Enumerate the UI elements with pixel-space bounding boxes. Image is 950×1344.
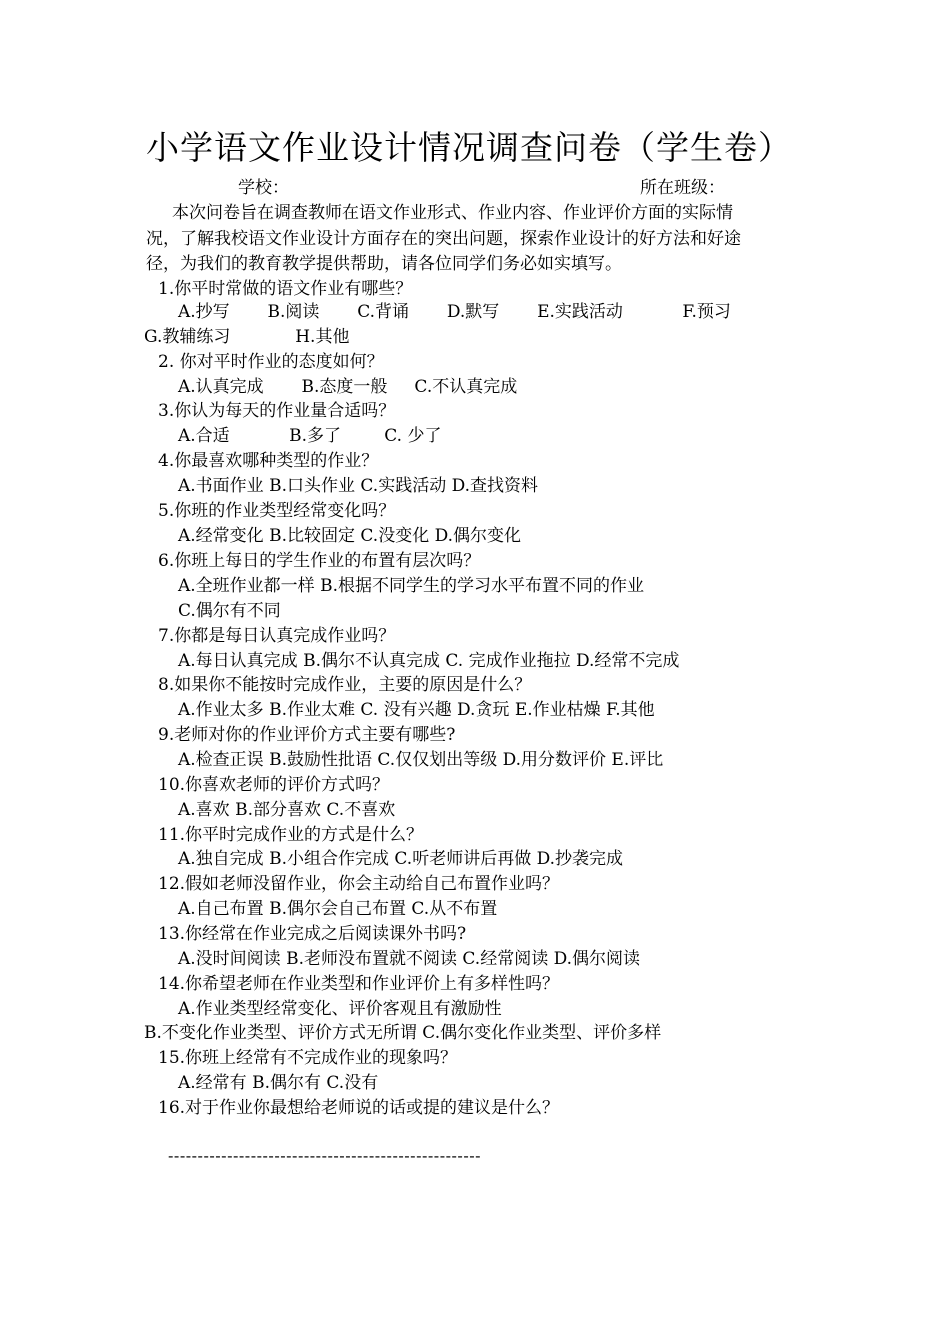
question-11: 11.你平时完成作业的方式是什么？ [158,825,424,845]
question-14: 14.你希望老师在作业类型和作业评价上有多样性吗？ [158,974,560,994]
class-label: 所在班级： [640,178,725,198]
question-4-options: A.书面作业 B.口头作业 C.实践活动 D.查找资料 [178,476,539,496]
question-5: 5.你班的作业类型经常变化吗？ [158,501,396,521]
question-9: 9.老师对你的作业评价方式主要有哪些? [158,725,456,745]
question-1: 1.你平时常做的语文作业有哪些？ [158,279,413,299]
question-11-options: A.独自完成 B.小组合作完成 C.听老师讲后再做 D.抄袭完成 [178,849,624,869]
question-13: 13.你经常在作业完成之后阅读课外书吗? [158,924,467,944]
question-2-options: A.认真完成 B.态度一般 C.不认真完成 [178,377,518,397]
question-13-options: A.没时间阅读 B.老师没布置就不阅读 C.经常阅读 D.偶尔阅读 [178,949,641,969]
question-6: 6.你班上每日的学生作业的布置有层次吗？ [158,551,481,571]
intro-line-1: 本次问卷旨在调查教师在语文作业形式、作业内容、作业评价方面的实际情 [172,203,733,223]
question-15: 15.你班上经常有不完成作业的现象吗？ [158,1048,458,1068]
question-14-options: A.作业类型经常变化、评价客观且有激励性 [178,999,502,1019]
intro-line-3: 径，为我们的教育教学提供帮助，请各位同学们务必如实填写。 [146,254,622,274]
question-7-options: A.每日认真完成 B.偶尔不认真完成 C. 完成作业拖拉 D.经常不完成 [178,651,680,671]
question-10-options: A.喜欢 B.部分喜欢 C.不喜欢 [178,800,396,820]
question-4: 4.你最喜欢哪种类型的作业？ [158,451,379,471]
question-12: 12.假如老师没留作业，你会主动给自己布置作业吗？ [158,874,560,894]
question-1-options: A.抄写 B.阅读 C.背诵 D.默写 E.实践活动 F.预习 [178,302,731,322]
answer-line: ----------------------------------------------------- [168,1146,482,1165]
question-12-options: A.自己布置 B.偶尔会自己布置 C.从不布置 [178,899,498,919]
question-9-options: A.检查正误 B.鼓励性批语 C.仅仅划出等级 D.用分数评价 E.评比 [178,750,664,770]
question-6-options: A.全班作业都一样 B.根据不同学生的学习水平布置不同的作业 [178,576,644,596]
question-3-options: A.合适 B.多了 C. 少了 [178,426,442,446]
document-title: 小学语文作业设计情况调查问卷（学生卷） [146,128,792,167]
question-3: 3.你认为每天的作业量合适吗？ [158,401,396,421]
question-8-options: A.作业太多 B.作业太难 C. 没有兴趣 D.贪玩 E.作业枯燥 F.其他 [178,700,655,720]
question-8: 8.如果你不能按时完成作业，主要的原因是什么？ [158,675,532,695]
question-1-options-cont: G.教辅练习 H.其他 [144,327,350,347]
question-14-options-cont: B.不变化作业类型、评价方式无所谓 C.偶尔变化作业类型、评价多样 [144,1023,662,1043]
question-15-options: A.经常有 B.偶尔有 C.没有 [178,1073,379,1093]
question-10: 10.你喜欢老师的评价方式吗？ [158,775,390,795]
question-2: 2. 你对平时作业的态度如何？ [158,352,384,372]
question-7: 7.你都是每日认真完成作业吗？ [158,626,396,646]
intro-line-2: 况，了解我校语文作业设计方面存在的突出问题，探索作业设计的好方法和好途 [146,229,741,249]
question-6-options-cont: C.偶尔有不同 [178,601,281,621]
question-16: 16.对于作业你最想给老师说的话或提的建议是什么？ [158,1098,560,1118]
question-5-options: A.经常变化 B.比较固定 C.没变化 D.偶尔变化 [178,526,522,546]
school-label: 学校： [238,178,289,198]
